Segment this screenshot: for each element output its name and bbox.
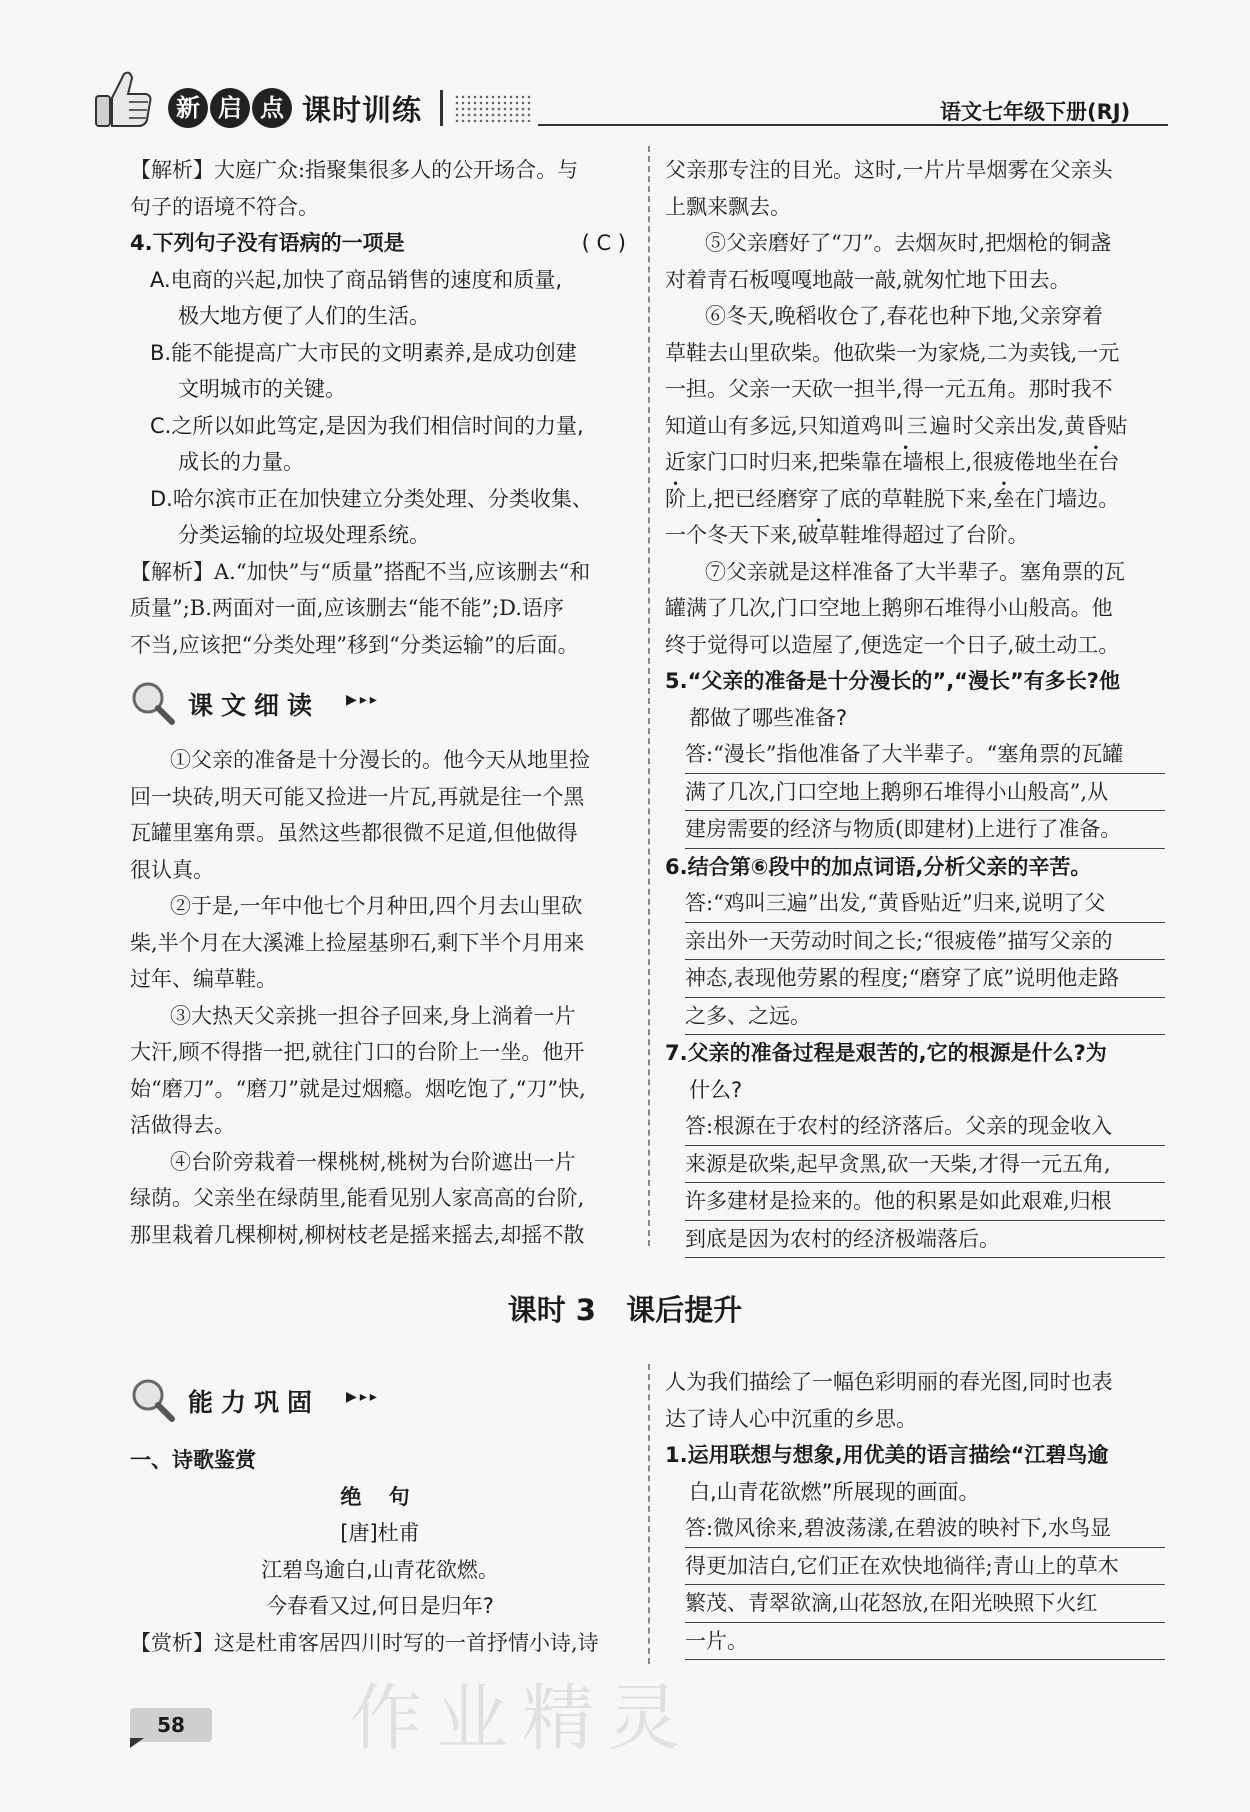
q4-option-d-cont: 分类运输的垃圾处理系统。 bbox=[178, 523, 430, 547]
para-line: ③大热天父亲挑一担谷子回来,身上淌着一片 bbox=[170, 1003, 576, 1028]
q4-option-b-cont: 文明城市的关键。 bbox=[178, 377, 346, 401]
para-line: 上飘来飘去。 bbox=[665, 194, 791, 219]
jiexi3-line: 句子的语境不符合。 bbox=[130, 194, 319, 219]
right-column-bottom bbox=[665, 1364, 1165, 1660]
para-line: 罐满了几次,门口空地上鹅卵石堆得小山般高。他 bbox=[665, 596, 1113, 620]
poem-line: 今春看又过,何日是归年? bbox=[266, 1594, 494, 1618]
para-line: ⑥冬天,晚稻收仓了,春花也种下地,父亲穿着 bbox=[705, 304, 1104, 328]
q5-answer-line: 答:“漫长”指他准备了大半辈子。“塞角票的瓦罐 bbox=[685, 736, 1165, 774]
arrow-icon: ▶▸▸ bbox=[346, 1389, 380, 1405]
q1-answer-line: 答:微风徐来,碧波荡漾,在碧波的映衬下,水鸟显 bbox=[685, 1510, 1165, 1548]
q6-stem: 6.结合第⑥段中的加点词语,分析父亲的辛苦。 bbox=[665, 854, 1092, 879]
tab-corner-icon bbox=[130, 1738, 144, 1748]
section-title-nengli: 能力巩固 bbox=[188, 1388, 321, 1417]
q6-answer-line: 神态,表现他劳累的程度;“磨穿了底”说明他走路 bbox=[685, 960, 1165, 998]
header-divider bbox=[440, 90, 443, 126]
q6-answer-line: 之多、之远。 bbox=[685, 998, 1165, 1036]
text-span: 的草鞋脱下来,垒在门墙边。 bbox=[860, 486, 1120, 511]
q7-answer-line: 来源是砍柴,起早贪黑,砍一天柴,才得一元五角, bbox=[685, 1146, 1165, 1184]
para-line: ④台阶旁栽着一棵桃树,桃树为台阶遮出一片 bbox=[170, 1149, 576, 1174]
poem-author: [唐]杜甫 bbox=[340, 1521, 420, 1545]
text-span: 家门口时归来,把柴靠在墙根上, bbox=[686, 450, 973, 474]
dotted-word: 近 bbox=[665, 450, 686, 474]
jiexi4-line: 质量”;B.两面对一面,应该删去“能不能”;D.语序 bbox=[130, 596, 564, 620]
header-dots bbox=[454, 94, 532, 122]
para-line: ⑦父亲就是这样准备了大半辈子。塞角票的瓦 bbox=[705, 559, 1125, 584]
text-span: 知道山有多远,只知道 bbox=[665, 413, 861, 438]
jiexi4-line: 【解析】A.“加快”与“质量”搭配不当,应该删去“和 bbox=[130, 559, 591, 584]
para-line: 草鞋去山里砍柴。他砍柴一为家烧,二为卖钱,一元 bbox=[665, 340, 1120, 365]
dotted-word: 磨穿了底 bbox=[776, 486, 861, 511]
brand-char-2: 启 bbox=[210, 88, 250, 128]
section-title-kewen: 课文细读 bbox=[188, 691, 321, 720]
q7-answer-line: 到底是因为农村的经济极端落后。 bbox=[685, 1221, 1165, 1259]
para-line: 父亲那专注的目光。这时,一片片旱烟雾在父亲头 bbox=[665, 158, 1113, 182]
q4-option-b: B.能不能提高广大市民的文明素养,是成功创建 bbox=[150, 340, 577, 365]
q6-answer-line: 答:“鸡叫三遍”出发,“黄昏贴近”归来,说明了父 bbox=[685, 885, 1165, 923]
shangxi-line: 【赏析】这是杜甫客居四川时写的一首抒情小诗,诗 bbox=[130, 1630, 599, 1655]
para-line: 始“磨刀”。“磨刀”就是过烟瘾。烟吃饱了,“刀”快, bbox=[130, 1076, 586, 1101]
para-line: 瓦罐里塞角票。虽然这些都很微不足道,但他做得 bbox=[130, 821, 578, 845]
q7-answer-line: 答:根源在于农村的经济落后。父亲的现金收入 bbox=[685, 1108, 1165, 1146]
q4-option-c-cont: 成长的力量。 bbox=[178, 450, 304, 474]
page-number: 58 bbox=[157, 1713, 185, 1737]
q4-option-a-cont: 极大地方便了人们的生活。 bbox=[178, 304, 430, 328]
shangxi-cont: 达了诗人心中沉重的乡思。 bbox=[665, 1406, 917, 1431]
para-line: 绿荫。父亲坐在绿荫里,能看见别人家高高的台阶, bbox=[130, 1186, 585, 1210]
watermark: 作业精灵 bbox=[350, 1676, 695, 1760]
q1-stem-cont: 白,山青花欲燃”所展现的画面。 bbox=[689, 1479, 980, 1504]
para-line-dotted bbox=[665, 481, 1165, 518]
brand-title: 课时训练 bbox=[302, 93, 423, 127]
brand-char-1: 新 bbox=[168, 88, 208, 128]
left-column-top bbox=[130, 152, 630, 663]
brand-char-3: 点 bbox=[252, 88, 292, 128]
para-line: 柴,半个月在大溪滩上捡屋基卵石,剩下半个月用来 bbox=[130, 930, 585, 955]
reading-left bbox=[130, 742, 630, 1253]
magnifier-icon bbox=[130, 1377, 176, 1423]
right-column-top bbox=[665, 152, 1165, 1258]
q4-option-c: C.之所以如此笃定,是因为我们相信时间的力量, bbox=[150, 413, 584, 438]
q4-stem-text: 4.下列句子没有语病的一项是 bbox=[130, 231, 405, 255]
q7-stem-cont: 什么? bbox=[689, 1077, 743, 1102]
section-header-kewen bbox=[130, 678, 630, 728]
para-line: 那里栽着几棵柳树,柳树枝老是摇来摇去,却摇不散 bbox=[130, 1222, 585, 1247]
q1-answer-line: 一片。 bbox=[685, 1623, 1165, 1661]
q1-answer-line: 繁茂、青翠欲滴,山花怒放,在阳光映照下火红 bbox=[685, 1585, 1165, 1623]
arrow-icon: ▶▸▸ bbox=[346, 692, 380, 708]
header bbox=[0, 0, 1250, 140]
q5-answer-line: 建房需要的经济与物质(即建材)上进行了准备。 bbox=[685, 811, 1165, 849]
para-line: 活做得去。 bbox=[130, 1113, 235, 1137]
para-line-dotted bbox=[665, 408, 1165, 445]
para-line: 过年、编草鞋。 bbox=[130, 967, 277, 991]
dotted-word: 黄昏贴 bbox=[1064, 413, 1128, 438]
poem-title: 绝 句 bbox=[340, 1484, 420, 1509]
section-header-nengli bbox=[130, 1375, 630, 1425]
lesson-title: 课时 3 课后提升 bbox=[507, 1293, 743, 1327]
page-number-tab bbox=[130, 1708, 212, 1742]
para-line: 很认真。 bbox=[130, 857, 214, 882]
q5-stem-cont: 都做了哪些准备? bbox=[689, 705, 848, 730]
q4-option-d: D.哈尔滨市正在加快建立分类处理、分类收集、 bbox=[150, 486, 593, 511]
q4-option-a: A.电商的兴起,加快了商品销售的速度和质量, bbox=[150, 267, 563, 292]
para-line: 一担。父亲一天砍一担半,得一元五角。那时我不 bbox=[665, 377, 1113, 401]
dotted-word: 很疲倦 bbox=[972, 450, 1036, 474]
text-span: 地坐在台 bbox=[1035, 450, 1120, 474]
para-line-dotted bbox=[665, 444, 1165, 481]
para-line: 对着青石板嘎嘎地敲一敲,就匆忙地下田去。 bbox=[665, 267, 1071, 292]
para-line: ②于是,一年中他七个月种田,四个月去山里砍 bbox=[170, 894, 583, 918]
thumbs-up-icon bbox=[92, 68, 154, 128]
column-divider-top bbox=[648, 146, 650, 1246]
jiexi4-line: 不当,应该把“分类处理”移到“分类运输”的后面。 bbox=[130, 632, 579, 657]
para-line: 回一块砖,明天可能又捡进一片瓦,再就是往一个黑 bbox=[130, 784, 585, 809]
text-span: 阶上,把已经 bbox=[665, 486, 777, 511]
q5-answer-line: 满了几次,门口空地上鹅卵石堆得小山般高”,从 bbox=[685, 774, 1165, 812]
magnifier-icon bbox=[130, 680, 176, 726]
para-line: ①父亲的准备是十分漫长的。他今天从地里捡 bbox=[170, 748, 590, 772]
q6-answer-line: 亲出外一天劳动时间之长;“很疲倦”描写父亲的 bbox=[685, 923, 1165, 961]
part-heading: 一、诗歌鉴赏 bbox=[130, 1448, 256, 1472]
subject-label: 语文七年级下册(RJ) bbox=[940, 100, 1131, 124]
q1-stem: 1.运用联想与想象,用优美的语言描绘“江碧鸟逾 bbox=[665, 1443, 1109, 1467]
dotted-word: 鸡叫三遍 bbox=[860, 413, 953, 438]
q5-stem: 5.“父亲的准备是十分漫长的”,“漫长”有多长?他 bbox=[665, 669, 1120, 693]
shangxi-cont: 人为我们描绘了一幅色彩明丽的春光图,同时也表 bbox=[665, 1370, 1113, 1394]
jiexi3-line: 【解析】大庭广众:指聚集很多人的公开场合。与 bbox=[130, 158, 579, 182]
q7-answer-line: 许多建材是捡来的。他的积累是如此艰难,归根 bbox=[685, 1183, 1165, 1221]
para-line: ⑤父亲磨好了“刀”。去烟灰时,把烟枪的铜盏 bbox=[705, 231, 1112, 255]
q4-answer: ( C ) bbox=[581, 231, 626, 255]
para-line: 终于觉得可以造屋了,便选定一个日子,破土动工。 bbox=[665, 632, 1120, 657]
poem-line: 江碧鸟逾白,山青花欲燃。 bbox=[261, 1557, 499, 1582]
q1-answer-line: 得更加洁白,它们正在欢快地徜徉;青山上的草木 bbox=[685, 1548, 1165, 1586]
column-divider-bottom bbox=[648, 1364, 650, 1664]
q7-stem: 7.父亲的准备过程是艰苦的,它的根源是什么?为 bbox=[665, 1041, 1107, 1065]
left-column-bottom bbox=[130, 1442, 630, 1661]
para-line: 一个冬天下来,破草鞋堆得超过了台阶。 bbox=[665, 523, 1029, 547]
q4-stem bbox=[130, 225, 630, 262]
para-line: 大汗,顾不得揩一把,就往门口的台阶上一坐。他开 bbox=[130, 1040, 585, 1064]
text-span: 时父亲出发, bbox=[952, 413, 1065, 438]
